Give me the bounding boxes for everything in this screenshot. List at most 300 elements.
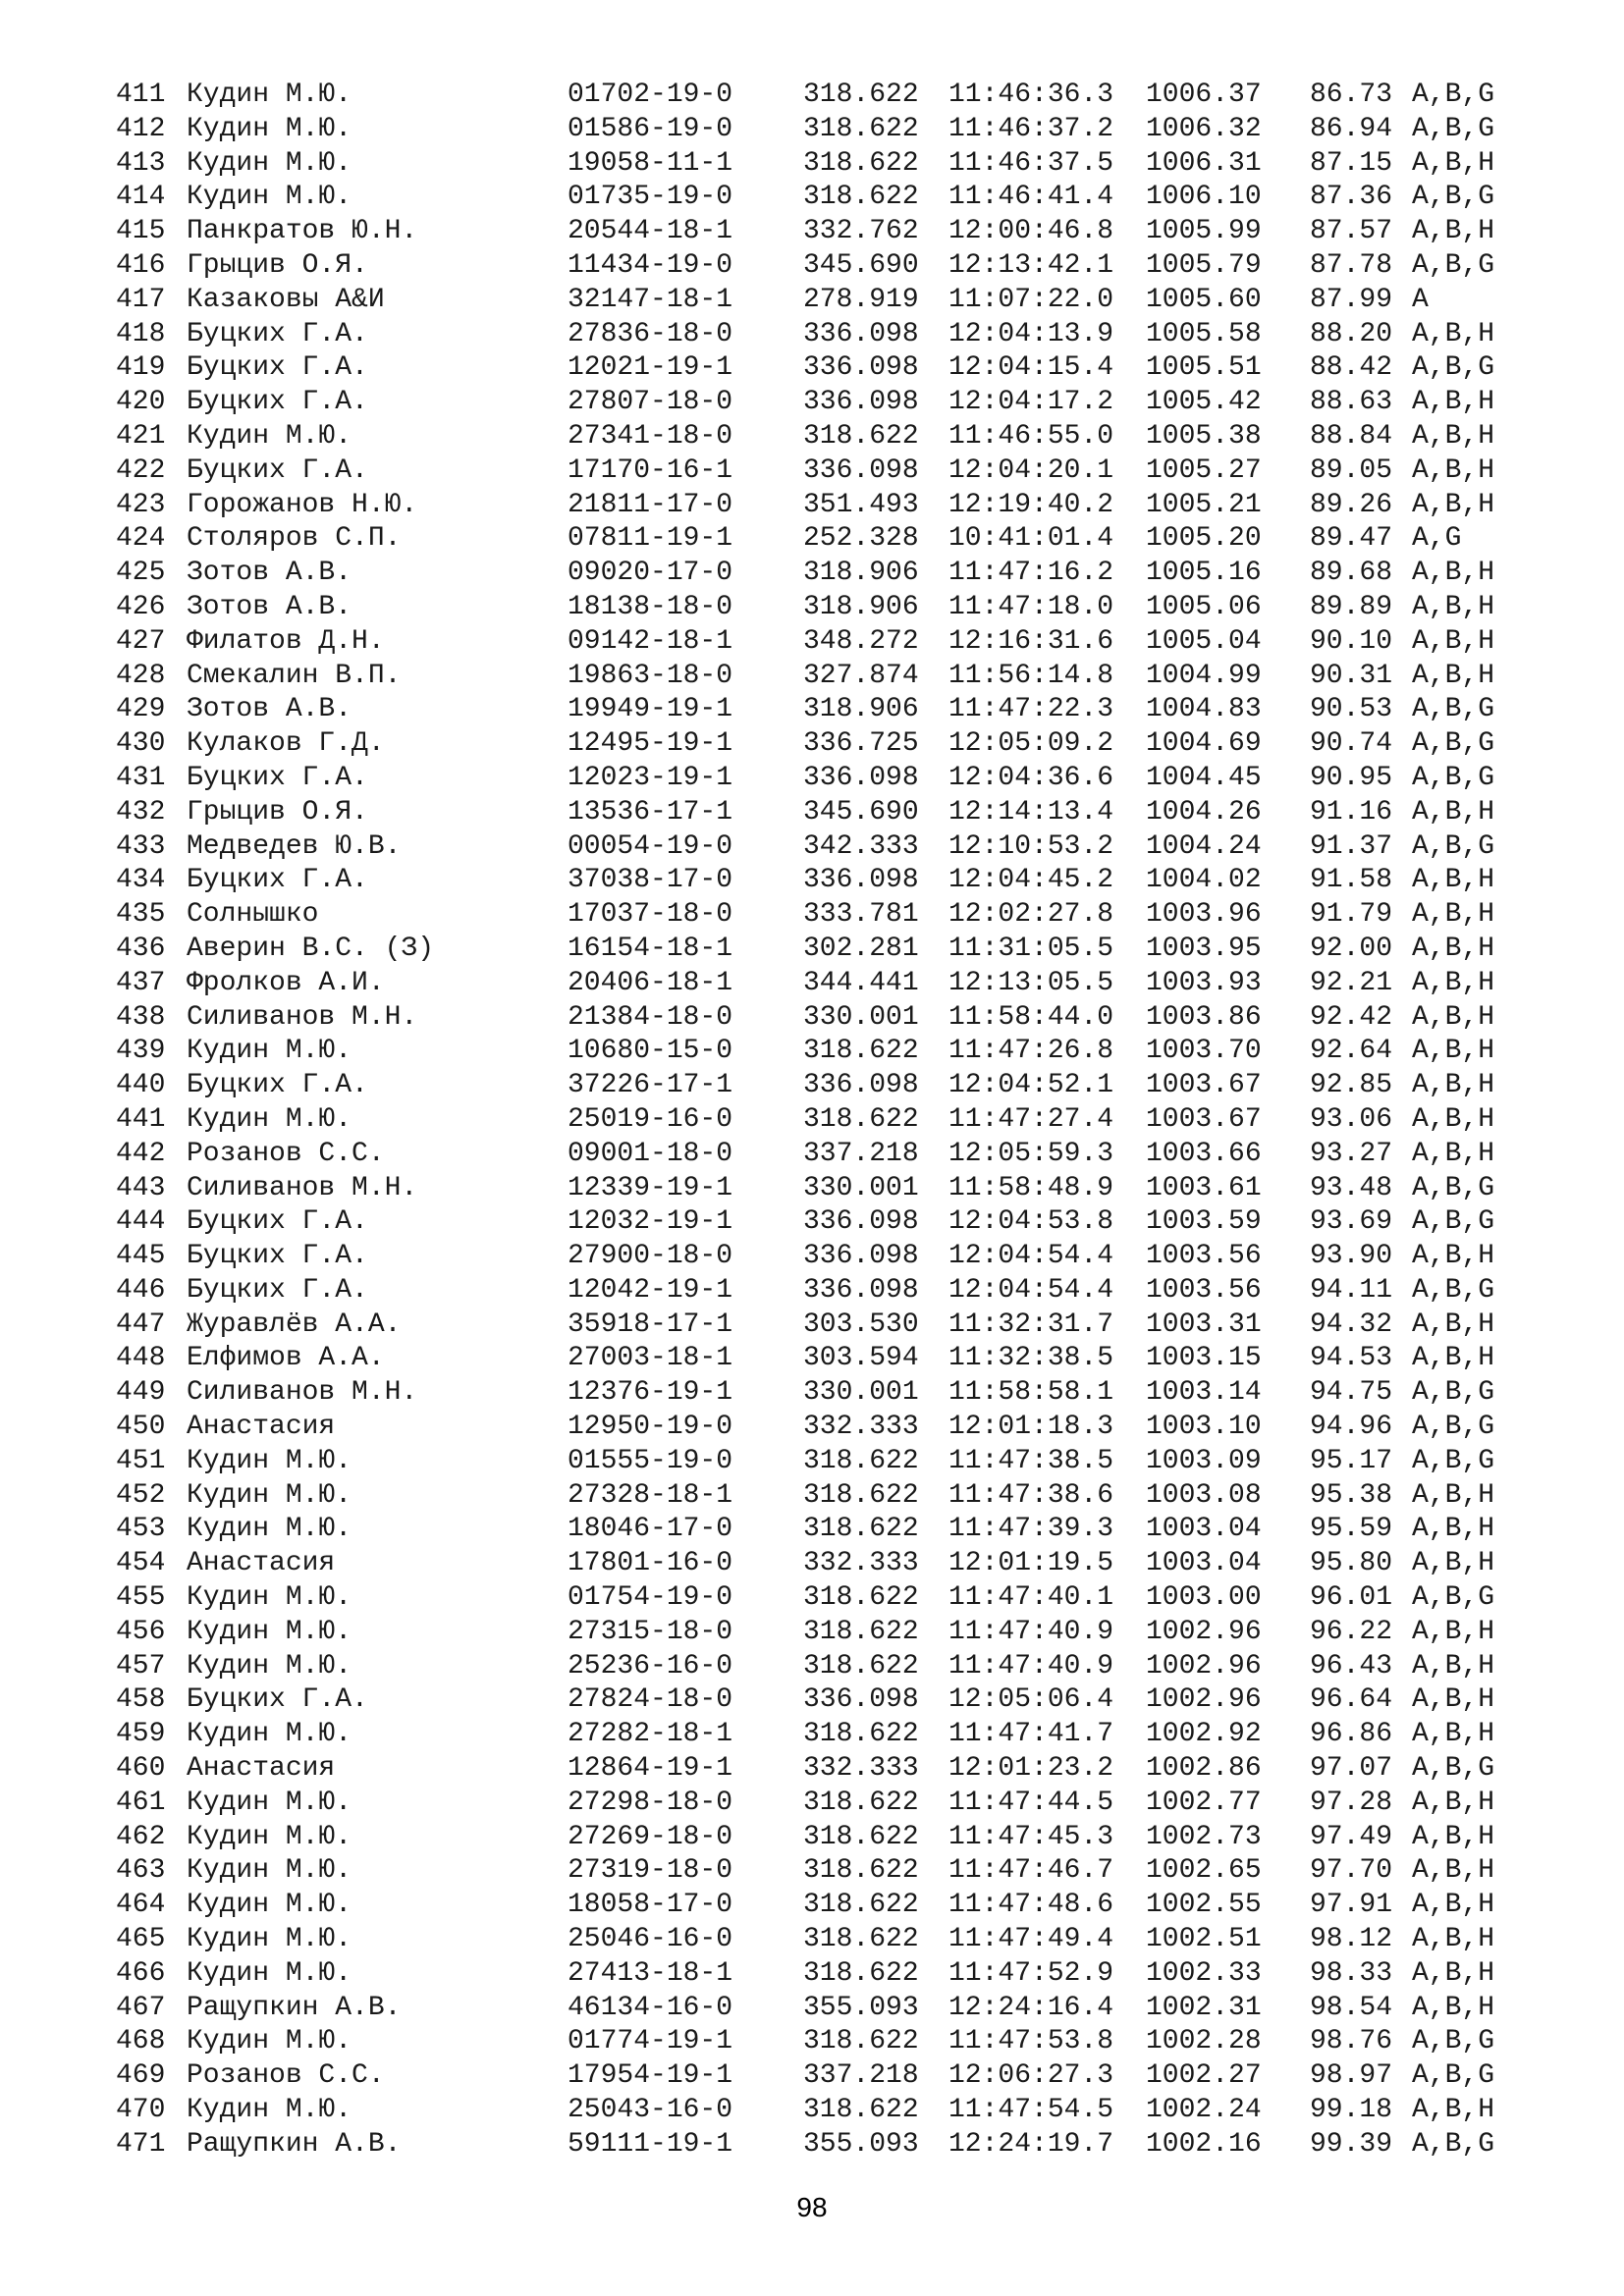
place-number-cell: 436 [116,933,166,964]
percentage-cell: 97.91 [1310,1890,1393,1921]
ring-number-cell: 46134-16-0 [568,1992,733,2023]
ring-number-cell: 27824-18-0 [568,1684,733,1716]
fancier-name-cell: Кудин М.Ю. [187,2026,352,2057]
place-number-cell: 439 [116,1036,166,1067]
arrival-time-cell: 12:04:15.4 [948,352,1114,384]
categories-cell: A,B,G [1412,2128,1495,2160]
percentage-cell: 93.90 [1310,1241,1393,1272]
distance-cell: 318.622 [803,147,919,179]
distance-cell: 330.001 [803,1172,919,1203]
place-number-cell: 427 [116,625,166,657]
place-number-cell: 471 [116,2128,166,2160]
page-number: 98 [796,2192,828,2222]
percentage-cell: 96.86 [1310,1719,1393,1750]
table-row [0,864,1624,898]
speed-cell: 1003.96 [1146,899,1262,931]
fancier-name-cell: Кулаков Г.Д. [187,728,385,760]
percentage-cell: 89.26 [1310,489,1393,520]
ring-number-cell: 37226-17-1 [568,1070,733,1101]
distance-cell: 318.622 [803,1821,919,1852]
arrival-time-cell: 12:04:54.4 [948,1274,1114,1306]
arrival-time-cell: 11:58:48.9 [948,1172,1114,1203]
categories-cell: A,B,H [1412,1308,1495,1340]
fancier-name-cell: Розанов С.С. [187,1138,385,1169]
ring-number-cell: 12023-19-1 [568,762,733,793]
speed-cell: 1002.33 [1146,1957,1262,1989]
fancier-name-cell: Зотов А.В. [187,558,352,589]
percentage-cell: 89.05 [1310,454,1393,486]
distance-cell: 336.098 [803,1241,919,1272]
distance-cell: 336.098 [803,1274,919,1306]
place-number-cell: 424 [116,523,166,555]
arrival-time-cell: 11:56:14.8 [948,660,1114,691]
fancier-name-cell: Солнышко [187,899,319,931]
distance-cell: 318.622 [803,2026,919,2057]
categories-cell: A,B,H [1412,1616,1495,1647]
speed-cell: 1006.31 [1146,147,1262,179]
categories-cell: A [1412,284,1429,315]
place-number-cell: 468 [116,2026,166,2057]
table-row [0,967,1624,1001]
fancier-name-cell: Зотов А.В. [187,591,352,622]
speed-cell: 1003.56 [1146,1274,1262,1306]
distance-cell: 318.622 [803,1924,919,1955]
percentage-cell: 99.39 [1310,2128,1393,2160]
distance-cell: 332.762 [803,216,919,247]
table-row [0,249,1624,284]
fancier-name-cell: Буцких Г.А. [187,865,368,896]
fancier-name-cell: Ращупкин А.В. [187,2128,402,2160]
percentage-cell: 88.84 [1310,420,1393,452]
table-row [0,1103,1624,1138]
percentage-cell: 97.28 [1310,1787,1393,1818]
fancier-name-cell: Столяров С.П. [187,523,402,555]
categories-cell: A,B,H [1412,1548,1495,1579]
ring-number-cell: 12495-19-1 [568,728,733,760]
speed-cell: 1003.66 [1146,1138,1262,1169]
ring-number-cell: 19863-18-0 [568,660,733,691]
ring-number-cell: 20544-18-1 [568,216,733,247]
percentage-cell: 94.32 [1310,1308,1393,1340]
fancier-name-cell: Анастасия [187,1753,336,1785]
table-row [0,1889,1624,1923]
place-number-cell: 451 [116,1445,166,1476]
distance-cell: 318.622 [803,1890,919,1921]
arrival-time-cell: 11:47:38.6 [948,1479,1114,1511]
table-row [0,1581,1624,1616]
table-row [0,2128,1624,2163]
categories-cell: A,B,H [1412,1479,1495,1511]
categories-cell: A,B,G [1412,182,1495,213]
ring-number-cell: 27413-18-1 [568,1957,733,1989]
distance-cell: 318.622 [803,1616,919,1647]
ring-number-cell: 12950-19-0 [568,1412,733,1443]
categories-cell: A,G [1412,523,1462,555]
arrival-time-cell: 11:46:36.3 [948,80,1114,110]
ring-number-cell: 12376-19-1 [568,1377,733,1409]
table-row [0,1718,1624,1752]
speed-cell: 1003.67 [1146,1103,1262,1135]
fancier-name-cell: Кудин М.Ю. [187,182,352,213]
table-row [0,1923,1624,1957]
categories-cell: A,B,H [1412,1992,1495,2023]
percentage-cell: 88.63 [1310,387,1393,418]
place-number-cell: 459 [116,1719,166,1750]
place-number-cell: 443 [116,1172,166,1203]
speed-cell: 1004.24 [1146,830,1262,862]
ring-number-cell: 09020-17-0 [568,558,733,589]
fancier-name-cell: Кудин М.Ю. [187,1445,352,1476]
percentage-cell: 93.48 [1310,1172,1393,1203]
speed-cell: 1003.59 [1146,1206,1262,1238]
speed-cell: 1005.20 [1146,523,1262,555]
distance-cell: 336.098 [803,318,919,349]
place-number-cell: 470 [116,2095,166,2126]
arrival-time-cell: 11:47:40.1 [948,1582,1114,1614]
place-number-cell: 425 [116,558,166,589]
distance-cell: 351.493 [803,489,919,520]
arrival-time-cell: 11:32:31.7 [948,1308,1114,1340]
arrival-time-cell: 12:05:59.3 [948,1138,1114,1169]
table-row [0,591,1624,625]
percentage-cell: 97.70 [1310,1855,1393,1887]
categories-cell: A,B,H [1412,489,1495,520]
place-number-cell: 411 [116,80,166,110]
ring-number-cell: 27341-18-0 [568,420,733,452]
ring-number-cell: 12864-19-1 [568,1753,733,1785]
distance-cell: 302.281 [803,933,919,964]
speed-cell: 1002.86 [1146,1753,1262,1785]
distance-cell: 318.622 [803,1650,919,1682]
categories-cell: A,B,G [1412,80,1495,110]
place-number-cell: 412 [116,113,166,144]
categories-cell: A,B,H [1412,1138,1495,1169]
categories-cell: A,B,H [1412,454,1495,486]
table-row [0,1683,1624,1718]
place-number-cell: 441 [116,1103,166,1135]
speed-cell: 1005.51 [1146,352,1262,384]
fancier-name-cell: Панкратов Ю.Н. [187,216,418,247]
distance-cell: 318.622 [803,420,919,452]
distance-cell: 344.441 [803,967,919,998]
fancier-name-cell: Кудин М.Ю. [187,1514,352,1545]
ring-number-cell: 27315-18-0 [568,1616,733,1647]
ring-number-cell: 18138-18-0 [568,591,733,622]
ring-number-cell: 25019-16-0 [568,1103,733,1135]
fancier-name-cell: Кудин М.Ю. [187,1890,352,1921]
distance-cell: 342.333 [803,830,919,862]
fancier-name-cell: Буцких Г.А. [187,454,368,486]
table-row [0,489,1624,523]
percentage-cell: 94.53 [1310,1343,1393,1374]
percentage-cell: 91.16 [1310,796,1393,828]
arrival-time-cell: 12:01:23.2 [948,1753,1114,1785]
categories-cell: A,B,G [1412,1206,1495,1238]
place-number-cell: 462 [116,1821,166,1852]
categories-cell: A,B,G [1412,113,1495,144]
fancier-name-cell: Кудин М.Ю. [187,1821,352,1852]
fancier-name-cell: Силиванов М.Н. [187,1001,418,1033]
distance-cell: 318.622 [803,80,919,110]
ring-number-cell: 18046-17-0 [568,1514,733,1545]
place-number-cell: 445 [116,1241,166,1272]
table-row [0,1240,1624,1274]
arrival-time-cell: 12:01:18.3 [948,1412,1114,1443]
categories-cell: A,B,G [1412,1582,1495,1614]
speed-cell: 1002.77 [1146,1787,1262,1818]
ring-number-cell: 19058-11-1 [568,147,733,179]
speed-cell: 1002.24 [1146,2095,1262,2126]
ring-number-cell: 27319-18-0 [568,1855,733,1887]
percentage-cell: 88.42 [1310,352,1393,384]
place-number-cell: 418 [116,318,166,349]
place-number-cell: 466 [116,1957,166,1989]
ring-number-cell: 18058-17-0 [568,1890,733,1921]
speed-cell: 1005.99 [1146,216,1262,247]
arrival-time-cell: 12:04:20.1 [948,454,1114,486]
place-number-cell: 464 [116,1890,166,1921]
distance-cell: 318.622 [803,182,919,213]
table-row [0,1445,1624,1479]
percentage-cell: 98.97 [1310,2060,1393,2092]
ring-number-cell: 21384-18-0 [568,1001,733,1033]
distance-cell: 333.781 [803,899,919,931]
ring-number-cell: 32147-18-1 [568,284,733,315]
place-number-cell: 461 [116,1787,166,1818]
speed-cell: 1002.96 [1146,1650,1262,1682]
table-row [0,1411,1624,1445]
percentage-cell: 95.38 [1310,1479,1393,1511]
table-row [0,79,1624,113]
percentage-cell: 98.12 [1310,1924,1393,1955]
place-number-cell: 429 [116,694,166,725]
speed-cell: 1003.56 [1146,1241,1262,1272]
percentage-cell: 96.43 [1310,1650,1393,1682]
speed-cell: 1003.93 [1146,967,1262,998]
percentage-cell: 92.00 [1310,933,1393,964]
ring-number-cell: 01735-19-0 [568,182,733,213]
fancier-name-cell: Буцких Г.А. [187,352,368,384]
ring-number-cell: 27269-18-0 [568,1821,733,1852]
fancier-name-cell: Зотов А.В. [187,694,352,725]
ring-number-cell: 07811-19-1 [568,523,733,555]
categories-cell: A,B,H [1412,1787,1495,1818]
distance-cell: 345.690 [803,796,919,828]
speed-cell: 1003.08 [1146,1479,1262,1511]
arrival-time-cell: 11:46:55.0 [948,420,1114,452]
place-number-cell: 450 [116,1412,166,1443]
arrival-time-cell: 11:47:49.4 [948,1924,1114,1955]
table-row [0,1513,1624,1547]
arrival-time-cell: 11:47:18.0 [948,591,1114,622]
fancier-name-cell: Буцких Г.А. [187,762,368,793]
table-row [0,1616,1624,1650]
fancier-name-cell: Кудин М.Ю. [187,420,352,452]
arrival-time-cell: 12:04:53.8 [948,1206,1114,1238]
distance-cell: 303.594 [803,1343,919,1374]
ring-number-cell: 09001-18-0 [568,1138,733,1169]
categories-cell: A,B,H [1412,1684,1495,1716]
percentage-cell: 89.47 [1310,523,1393,555]
categories-cell: A,B,H [1412,420,1495,452]
percentage-cell: 93.27 [1310,1138,1393,1169]
fancier-name-cell: Буцких Г.А. [187,1241,368,1272]
speed-cell: 1003.09 [1146,1445,1262,1476]
arrival-time-cell: 11:32:38.5 [948,1343,1114,1374]
distance-cell: 336.098 [803,1070,919,1101]
ring-number-cell: 11434-19-0 [568,249,733,281]
categories-cell: A,B,H [1412,1241,1495,1272]
distance-cell: 303.530 [803,1308,919,1340]
speed-cell: 1003.10 [1146,1412,1262,1443]
distance-cell: 318.622 [803,1103,919,1135]
speed-cell: 1005.38 [1146,420,1262,452]
categories-cell: A,B,G [1412,1172,1495,1203]
arrival-time-cell: 11:46:41.4 [948,182,1114,213]
categories-cell: A,B,H [1412,1855,1495,1887]
arrival-time-cell: 12:05:09.2 [948,728,1114,760]
place-number-cell: 442 [116,1138,166,1169]
ring-number-cell: 12032-19-1 [568,1206,733,1238]
table-row [0,1274,1624,1308]
distance-cell: 355.093 [803,2128,919,2160]
table-row [0,1479,1624,1514]
place-number-cell: 469 [116,2060,166,2092]
table-row [0,1205,1624,1240]
table-row [0,284,1624,318]
arrival-time-cell: 10:41:01.4 [948,523,1114,555]
categories-cell: A,B,G [1412,762,1495,793]
speed-cell: 1005.16 [1146,558,1262,589]
arrival-time-cell: 12:04:17.2 [948,387,1114,418]
fancier-name-cell: Буцких Г.А. [187,1274,368,1306]
ring-number-cell: 01774-19-1 [568,2026,733,2057]
categories-cell: A,B,G [1412,830,1495,862]
categories-cell: A,B,H [1412,591,1495,622]
categories-cell: A,B,H [1412,558,1495,589]
table-row [0,1342,1624,1376]
arrival-time-cell: 11:47:39.3 [948,1514,1114,1545]
table-row [0,1308,1624,1343]
speed-cell: 1003.31 [1146,1308,1262,1340]
place-number-cell: 446 [116,1274,166,1306]
arrival-time-cell: 12:04:36.6 [948,762,1114,793]
speed-cell: 1003.04 [1146,1548,1262,1579]
arrival-time-cell: 11:47:52.9 [948,1957,1114,1989]
fancier-name-cell: Елфимов А.А. [187,1343,385,1374]
categories-cell: A,B,H [1412,660,1495,691]
speed-cell: 1004.02 [1146,865,1262,896]
distance-cell: 348.272 [803,625,919,657]
place-number-cell: 458 [116,1684,166,1716]
arrival-time-cell: 11:47:53.8 [948,2026,1114,2057]
categories-cell: A,B,G [1412,2026,1495,2057]
arrival-time-cell: 12:13:05.5 [948,967,1114,998]
table-row [0,933,1624,967]
distance-cell: 278.919 [803,284,919,315]
percentage-cell: 94.96 [1310,1412,1393,1443]
percentage-cell: 98.76 [1310,2026,1393,2057]
speed-cell: 1002.96 [1146,1684,1262,1716]
distance-cell: 337.218 [803,2060,919,2092]
ring-number-cell: 12339-19-1 [568,1172,733,1203]
table-row [0,727,1624,762]
speed-cell: 1002.28 [1146,2026,1262,2057]
speed-cell: 1002.96 [1146,1616,1262,1647]
fancier-name-cell: Кудин М.Ю. [187,1855,352,1887]
table-row [0,1138,1624,1172]
percentage-cell: 88.20 [1310,318,1393,349]
table-row [0,2025,1624,2059]
fancier-name-cell: Кудин М.Ю. [187,1957,352,1989]
speed-cell: 1006.32 [1146,113,1262,144]
place-number-cell: 456 [116,1616,166,1647]
distance-cell: 318.906 [803,558,919,589]
distance-cell: 252.328 [803,523,919,555]
table-row [0,1787,1624,1821]
speed-cell: 1003.86 [1146,1001,1262,1033]
table-row [0,1547,1624,1581]
arrival-time-cell: 12:04:54.4 [948,1241,1114,1272]
arrival-time-cell: 12:01:19.5 [948,1548,1114,1579]
table-row [0,386,1624,420]
categories-cell: A,B,H [1412,318,1495,349]
table-row [0,1957,1624,1992]
ring-number-cell: 27900-18-0 [568,1241,733,1272]
speed-cell: 1006.37 [1146,80,1262,110]
categories-cell: A,B,H [1412,1821,1495,1852]
table-row [0,898,1624,933]
fancier-name-cell: Филатов Д.Н. [187,625,385,657]
place-number-cell: 422 [116,454,166,486]
distance-cell: 330.001 [803,1001,919,1033]
table-row [0,1854,1624,1889]
place-number-cell: 414 [116,182,166,213]
place-number-cell: 440 [116,1070,166,1101]
speed-cell: 1004.45 [1146,762,1262,793]
speed-cell: 1002.27 [1146,2060,1262,2092]
arrival-time-cell: 11:47:48.6 [948,1890,1114,1921]
speed-cell: 1003.00 [1146,1582,1262,1614]
distance-cell: 345.690 [803,249,919,281]
table-row [0,1001,1624,1036]
place-number-cell: 434 [116,865,166,896]
speed-cell: 1004.26 [1146,796,1262,828]
table-row [0,147,1624,182]
ring-number-cell: 59111-19-1 [568,2128,733,2160]
place-number-cell: 415 [116,216,166,247]
place-number-cell: 438 [116,1001,166,1033]
ring-number-cell: 27836-18-0 [568,318,733,349]
place-number-cell: 455 [116,1582,166,1614]
fancier-name-cell: Кудин М.Ю. [187,1103,352,1135]
arrival-time-cell: 11:07:22.0 [948,284,1114,315]
table-row [0,796,1624,830]
ring-number-cell: 27003-18-1 [568,1343,733,1374]
speed-cell: 1003.61 [1146,1172,1262,1203]
table-row [0,1172,1624,1206]
fancier-name-cell: Журавлёв А.А. [187,1308,402,1340]
ring-number-cell: 10680-15-0 [568,1036,733,1067]
categories-cell: A,B,H [1412,865,1495,896]
speed-cell: 1005.79 [1146,249,1262,281]
fancier-name-cell: Кудин М.Ю. [187,1924,352,1955]
speed-cell: 1002.55 [1146,1890,1262,1921]
place-number-cell: 457 [116,1650,166,1682]
distance-cell: 318.622 [803,1479,919,1511]
ring-number-cell: 27298-18-0 [568,1787,733,1818]
categories-cell: A,B,H [1412,1103,1495,1135]
